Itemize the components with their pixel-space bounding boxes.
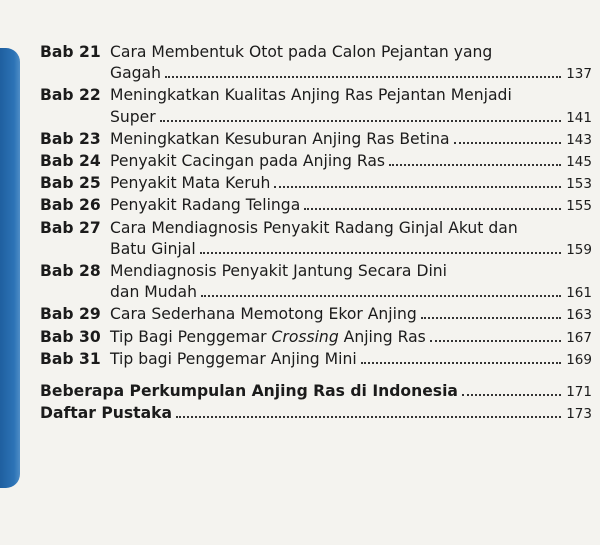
chapter-title: Tip bagi Penggemar Anjing Mini (110, 349, 357, 368)
italic-term: Crossing (271, 327, 339, 346)
chapter-title: Gagah (110, 64, 161, 83)
dot-leader (361, 361, 561, 364)
dot-leader (176, 415, 561, 418)
page-number: 155 (566, 198, 592, 215)
chapter-number: Bab 26 (40, 196, 101, 215)
page-number: 153 (566, 176, 592, 193)
toc-line (40, 282, 592, 304)
toc-entry[interactable] (40, 151, 592, 173)
toc-entry[interactable] (40, 42, 592, 85)
toc-line (40, 239, 592, 261)
chapter-number: Bab 24 (40, 152, 101, 171)
chapter-title: Super (110, 107, 156, 126)
chapter-number: Bab 23 (40, 129, 101, 148)
chapter-title: Penyakit Cacingan pada Anjing Ras (110, 152, 386, 171)
toc-line (40, 151, 592, 173)
chapter-list (40, 42, 592, 371)
dot-leader (274, 185, 561, 188)
chapter-title: Mendiagnosis Penyakit Jantung Secara Dini (110, 262, 447, 281)
chapter-number: Bab 31 (40, 349, 101, 368)
dot-leader (165, 75, 561, 78)
section-gap (40, 371, 592, 381)
section-title: Beberapa Perkumpulan Anjing Ras di Indonesia (40, 382, 458, 401)
chapter-title: dan Mudah (110, 283, 197, 302)
chapter-title: Tip Bagi Penggemar Crossing Anjing Ras (110, 327, 426, 346)
chapter-title: Cara Mendiagnosis Penyakit Radang Ginjal Akut dan (110, 218, 518, 237)
chapter-number: Bab 21 (40, 43, 101, 61)
toc-entry[interactable] (40, 261, 592, 304)
blue-side-tab (0, 48, 20, 488)
dot-leader (389, 163, 561, 166)
toc-line (40, 107, 592, 129)
page-number: 143 (566, 131, 592, 148)
toc-line (40, 304, 592, 326)
page-number: 171 (566, 384, 592, 401)
page-number: 145 (566, 154, 592, 171)
toc-entry[interactable] (40, 304, 592, 326)
chapter-title: Meningkatkan Kualitas Anjing Ras Pejantan Menjadi (110, 86, 512, 105)
page-number: 141 (566, 109, 592, 126)
toc-entry[interactable] (40, 349, 592, 371)
dot-leader (304, 207, 561, 210)
toc-entry[interactable] (40, 218, 592, 261)
chapter-number: Bab 28 (40, 262, 101, 281)
toc-line (40, 63, 592, 85)
chapter-number: Bab 29 (40, 305, 101, 324)
toc-line (40, 261, 592, 282)
toc-line (40, 218, 592, 239)
chapter-number: Bab 25 (40, 174, 101, 193)
dot-leader (462, 393, 561, 396)
dot-leader (421, 316, 561, 319)
page-number: 163 (566, 307, 592, 324)
toc-line (40, 85, 592, 106)
toc-line (40, 42, 592, 63)
page-number: 169 (566, 351, 592, 368)
toc-line (40, 195, 592, 217)
dot-leader (160, 119, 561, 122)
toc-entry[interactable] (40, 129, 592, 151)
page-number: 173 (566, 406, 592, 423)
chapter-title: Cara Membentuk Otot pada Calon Pejantan yang (110, 43, 493, 61)
dot-leader (454, 141, 561, 144)
chapter-number: Bab 30 (40, 327, 101, 346)
toc-line (40, 381, 592, 403)
toc-entry[interactable] (40, 381, 592, 403)
toc-entry[interactable] (40, 327, 592, 349)
dot-leader (201, 294, 561, 297)
toc-entry[interactable] (40, 173, 592, 195)
toc-entry[interactable] (40, 403, 592, 425)
chapter-title: Meningkatkan Kesuburan Anjing Ras Betina (110, 129, 450, 148)
toc-line (40, 349, 592, 371)
chapter-number: Bab 22 (40, 86, 101, 105)
page-number: 161 (566, 285, 592, 302)
toc-entry[interactable] (40, 195, 592, 217)
extra-list (40, 381, 592, 425)
dot-leader (430, 339, 561, 342)
page-number: 159 (566, 241, 592, 258)
toc-entry[interactable] (40, 85, 592, 128)
chapter-title: Cara Sederhana Memotong Ekor Anjing (110, 305, 417, 324)
chapter-number: Bab 27 (40, 218, 101, 237)
chapter-title: Penyakit Radang Telinga (110, 196, 301, 215)
section-title: Daftar Pustaka (40, 404, 173, 423)
page-number: 167 (566, 329, 592, 346)
page-number: 137 (566, 66, 592, 83)
toc-line (40, 173, 592, 195)
toc-line (40, 327, 592, 349)
dot-leader (200, 251, 561, 254)
chapter-title: Batu Ginjal (110, 239, 196, 258)
chapter-title: Penyakit Mata Keruh (110, 174, 271, 193)
toc-line (40, 129, 592, 151)
toc-line (40, 403, 592, 425)
table-of-contents (40, 42, 592, 425)
